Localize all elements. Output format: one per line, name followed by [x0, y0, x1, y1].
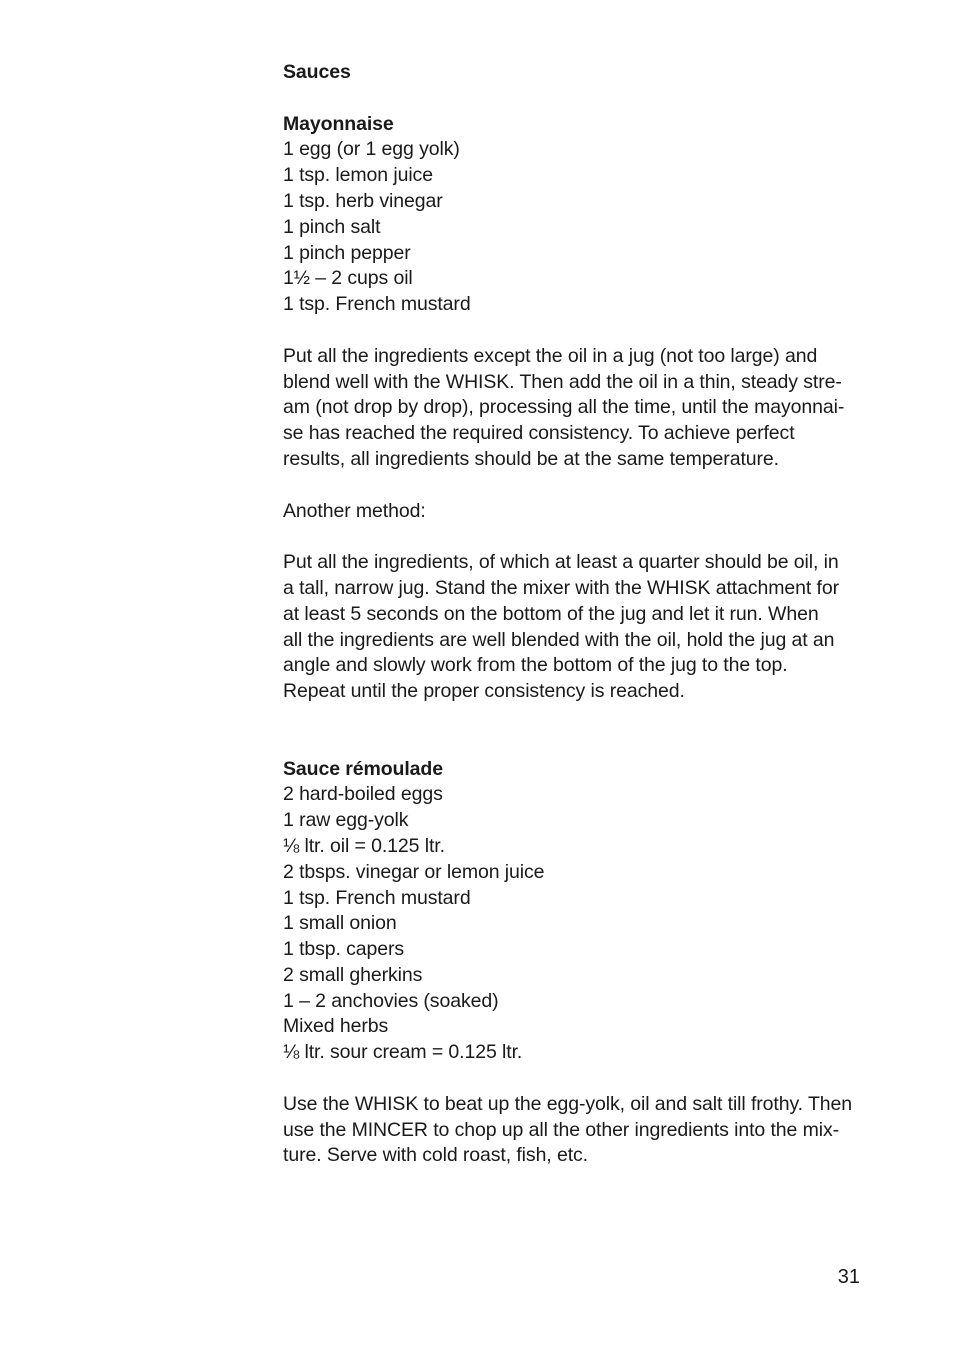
remoulade-method [283, 1092, 873, 1169]
ingredient-line: 1 pinch salt [283, 215, 381, 238]
method-line: Use the WHISK to beat up the egg-yolk, oil and salt till frothy. Then [283, 1092, 853, 1115]
method-line: use the MINCER to chop up all the other ingredients into the mix- [283, 1118, 840, 1141]
remoulade-title: Sauce rémoulade [283, 757, 443, 780]
ingredient-line: 1 tsp. herb vinegar [283, 189, 443, 212]
method-line: se has reached the required consistency. To achieve perfect [283, 422, 795, 445]
ingredient-line: 1 small onion [283, 912, 397, 935]
method-line: Put all the ingredients except the oil in a jug (not too large) and [283, 344, 818, 367]
ingredient-line: 1 raw egg-yolk [283, 809, 409, 832]
spacer [283, 1066, 873, 1092]
ingredient-line: Mixed herbs [283, 1015, 389, 1038]
method-line: blend well with the WHISK. Then add the oil in a thin, steady stre- [283, 370, 842, 393]
spacer [283, 473, 873, 499]
ingredient-line: 2 tbsps. vinegar or lemon juice [283, 860, 545, 883]
page-content [283, 60, 873, 1169]
method-line: angle and slowly work from the bottom of the jug to the top. [283, 654, 788, 677]
page-number: 31 [837, 1266, 860, 1288]
ingredient-line: 1 tsp. French mustard [283, 886, 471, 909]
method-line: ture. Serve with cold roast, fish, etc. [283, 1144, 588, 1167]
ingredient-line: 2 hard-boiled eggs [283, 783, 443, 806]
method-line: Repeat until the proper consistency is reached. [283, 680, 685, 703]
method-line: all the ingredients are well blended with the oil, hold the jug at an [283, 628, 835, 651]
ingredient-line: ⅛ ltr. oil = 0.125 ltr. [283, 834, 445, 857]
method-line: Put all the ingredients, of which at least a quarter should be oil, in [283, 551, 839, 574]
ingredient-line: ⅛ ltr. sour cream = 0.125 ltr. [283, 1041, 523, 1064]
spacer [283, 524, 873, 550]
mayonnaise-title: Mayonnaise [283, 112, 394, 135]
ingredient-line: 1 – 2 anchovies (soaked) [283, 989, 499, 1012]
spacer [283, 86, 873, 112]
another-method-label: Another method: [283, 499, 426, 522]
ingredient-line: 1½ – 2 cups oil [283, 267, 413, 290]
ingredient-line: 1 tsp. French mustard [283, 293, 471, 316]
remoulade-ingredients [283, 782, 873, 1066]
method-line: results, all ingredients should be at the same temperature. [283, 447, 779, 470]
section-title: Sauces [283, 61, 351, 83]
method-line: am (not drop by drop), processing all the time, until the mayonnai- [283, 396, 845, 419]
another-method-text [283, 550, 873, 705]
ingredient-line: 1 tsp. lemon juice [283, 164, 433, 187]
method-line: a tall, narrow jug. Stand the mixer with the WHISK attachment for [283, 576, 839, 599]
mayonnaise-method [283, 344, 873, 473]
mayonnaise-ingredients [283, 137, 873, 318]
ingredient-line: 1 pinch pepper [283, 241, 411, 264]
spacer [283, 318, 873, 344]
ingredient-line: 1 egg (or 1 egg yolk) [283, 138, 460, 161]
ingredient-line: 2 small gherkins [283, 963, 423, 986]
method-line: at least 5 seconds on the bottom of the jug and let it run. When [283, 602, 819, 625]
ingredient-line: 1 tbsp. capers [283, 938, 405, 961]
spacer [283, 705, 873, 757]
